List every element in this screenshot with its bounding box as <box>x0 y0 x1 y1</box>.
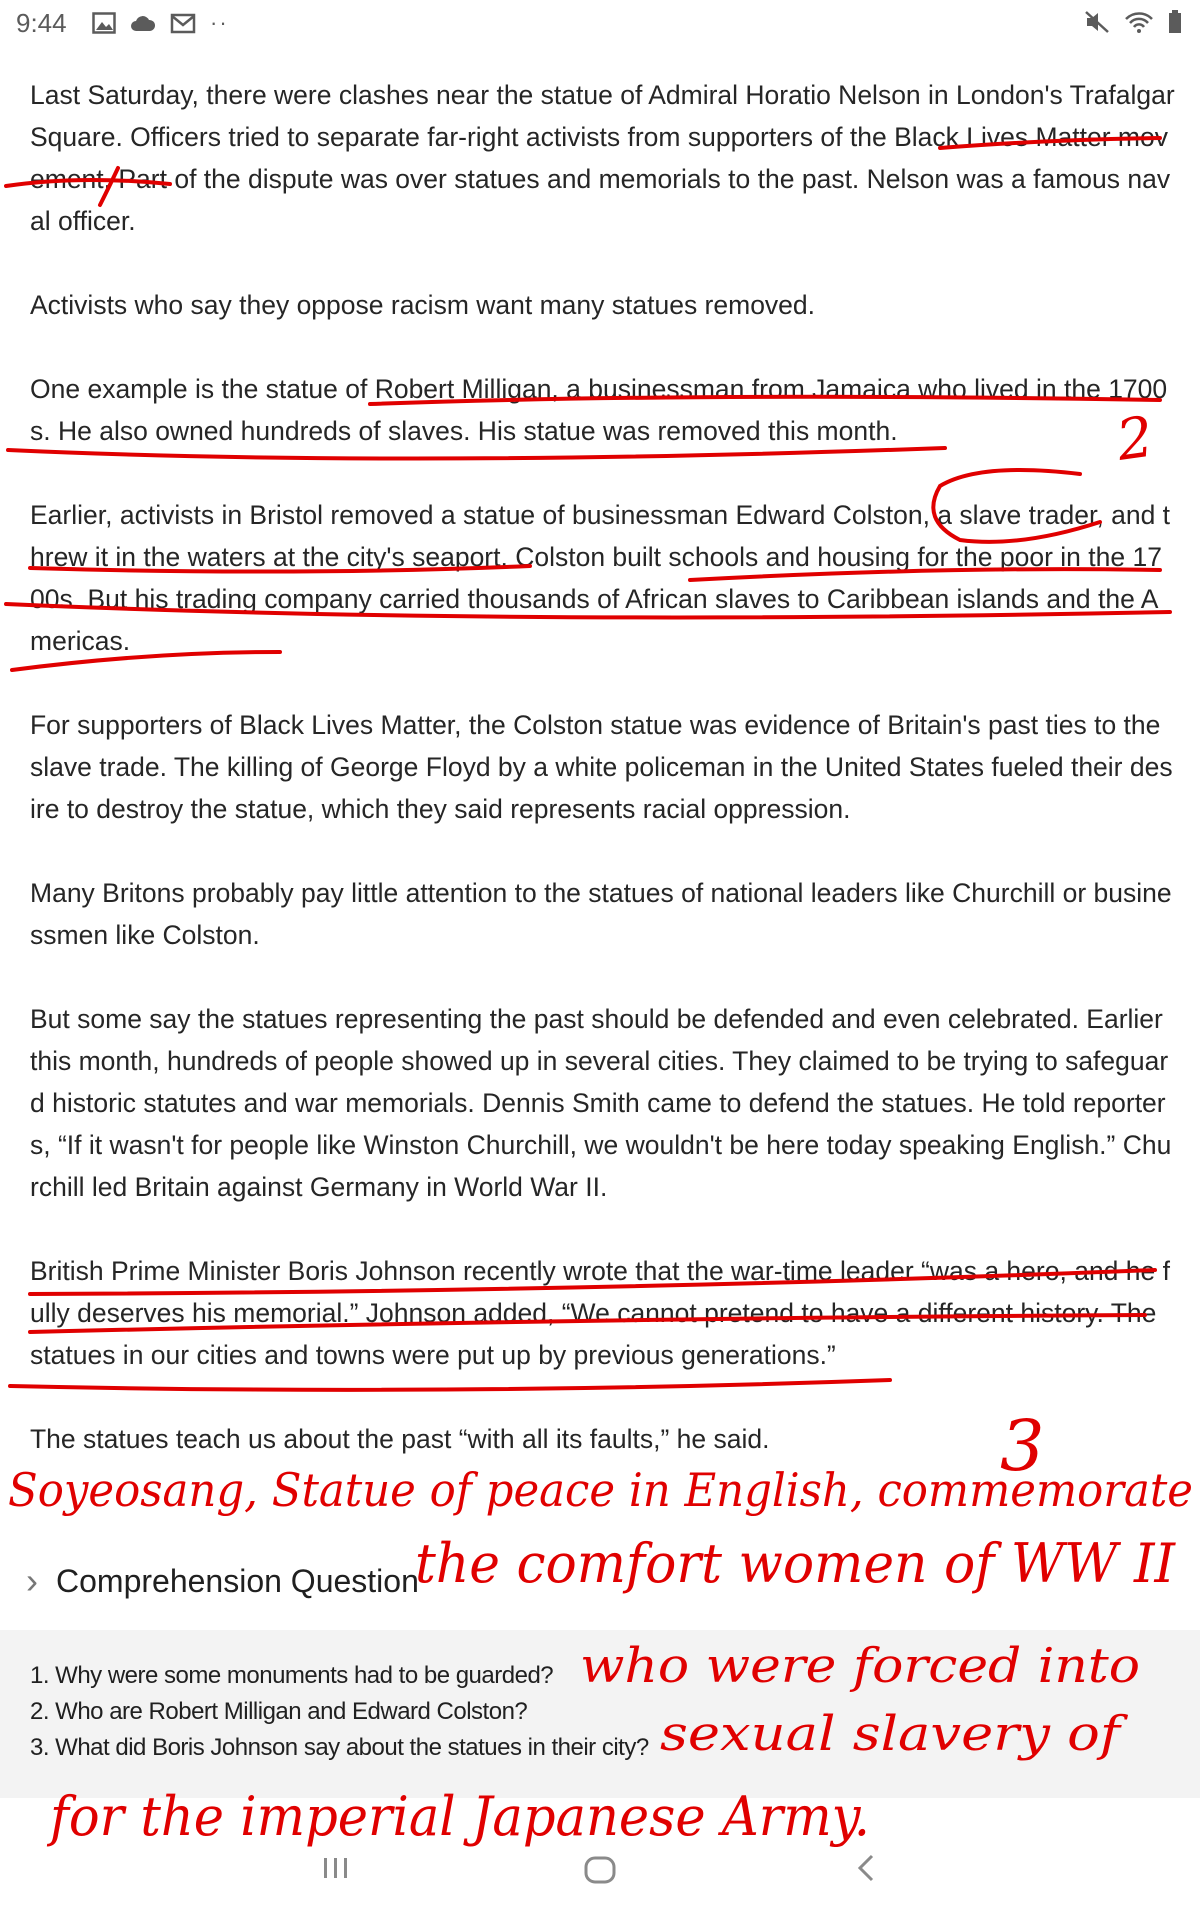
home-icon[interactable] <box>580 1850 620 1890</box>
question-item: 3. What did Boris Johnson say about the statues in their city? <box>30 1734 649 1761</box>
article-paragraph-5: For supporters of Black Lives Matter, the Colston statue was evidence of Britain's past ties to the slave trade. The killing of George Floyd by a white policeman in the United States fueled their desire to destroy the statue, which they said represents racial oppression. <box>30 710 1173 824</box>
article-paragraph-3: One example is the statue of Robert Milligan, a businessman from Jamaica who lived in the 1700s. He also owned hundreds of slaves. His statue was removed this month. <box>30 374 1168 446</box>
article-paragraph-8: British Prime Minister Boris Johnson recently wrote that the war-time leader “was a hero, and he fully deserves his memorial.” Johnson added, “We cannot pretend to have a different history. The statues in our cities and towns were put up by previous generations.” <box>30 1256 1170 1370</box>
more-dots-icon: ·· <box>210 10 229 35</box>
article-paragraph-1: Last Saturday, there were clashes near the statue of Admiral Horatio Nelson in London's Trafalgar Square. Officers tried to separate far-right activists from supporters of the Black Lives Matter movement. Part of the dispute was over statues and memorials to the past. Nelson was a famous naval officer. <box>30 80 1175 236</box>
comprehension-header[interactable] <box>26 1560 419 1602</box>
article-paragraph-7: But some say the statues representing the past should be defended and even celebrated. Earlier this month, hundreds of people showed up in several cities. They claimed to be trying to safeguard historic statutes and war memorials. Dennis Smith came to defend the statues. He told reporters, “If it wasn't for people like Winston Churchill, we wouldn't be here today speaking English.” Churchill led Britain against Germany in World War II. <box>30 1004 1172 1202</box>
navigation-bar <box>0 1832 1200 1920</box>
handwritten-line-4: sexual slavery of <box>660 1706 1129 1762</box>
wifi-icon <box>1124 10 1154 34</box>
article-paragraph-2: Activists who say they oppose racism want many statues removed. <box>30 290 816 320</box>
handwritten-line-3: who were forced into <box>580 1638 1140 1694</box>
comprehension-title: Comprehension Question <box>56 1562 419 1599</box>
handwritten-line-5: for the imperial Japanese Army. <box>46 1785 870 1848</box>
gallery-icon <box>92 12 116 34</box>
article-paragraph-4: Earlier, activists in Bristol removed a statue of businessman Edward Colston, a slave trader, and threw it in the waters at the city's seaport. Colston built schools and housing for the poor in the 1700s. But his trading company carried thousands of African slaves to Caribbean islands and the Americas. <box>30 500 1171 656</box>
article-paragraph-6: Many Britons probably pay little attention to the statues of national leaders like Churchill or businessmen like Colston. <box>30 878 1172 950</box>
comprehension-panel <box>0 1630 1200 1798</box>
status-time: 9:44 <box>16 8 67 38</box>
question-item: 1. Why were some monuments had to be guarded? <box>30 1662 554 1689</box>
article-paragraph-9: The statues teach us about the past “with all its faults,” he said. <box>30 1424 770 1454</box>
back-icon[interactable] <box>850 1850 886 1886</box>
status-bar <box>0 0 1200 48</box>
handwritten-number-2: 2 <box>1112 404 1158 474</box>
chevron-right-icon: › <box>26 1560 38 1601</box>
recent-apps-icon[interactable] <box>318 1850 354 1886</box>
cloud-icon <box>130 13 156 33</box>
handwritten-line-2: the comfort women of WW II <box>415 1532 1177 1595</box>
handwritten-line-1: Soyeosang, Statue of peace in English, commemorate <box>8 1463 1193 1517</box>
handwritten-number-3: 3 <box>1000 1405 1045 1487</box>
battery-icon <box>1168 10 1182 34</box>
mute-icon <box>1084 10 1110 34</box>
mail-icon <box>170 12 196 34</box>
system-icons <box>1084 10 1182 34</box>
question-item: 2. Who are Robert Milligan and Edward Colston? <box>30 1698 528 1725</box>
question-list <box>0 1630 1200 1766</box>
notification-icons <box>92 10 229 36</box>
article-body <box>30 74 1175 1502</box>
